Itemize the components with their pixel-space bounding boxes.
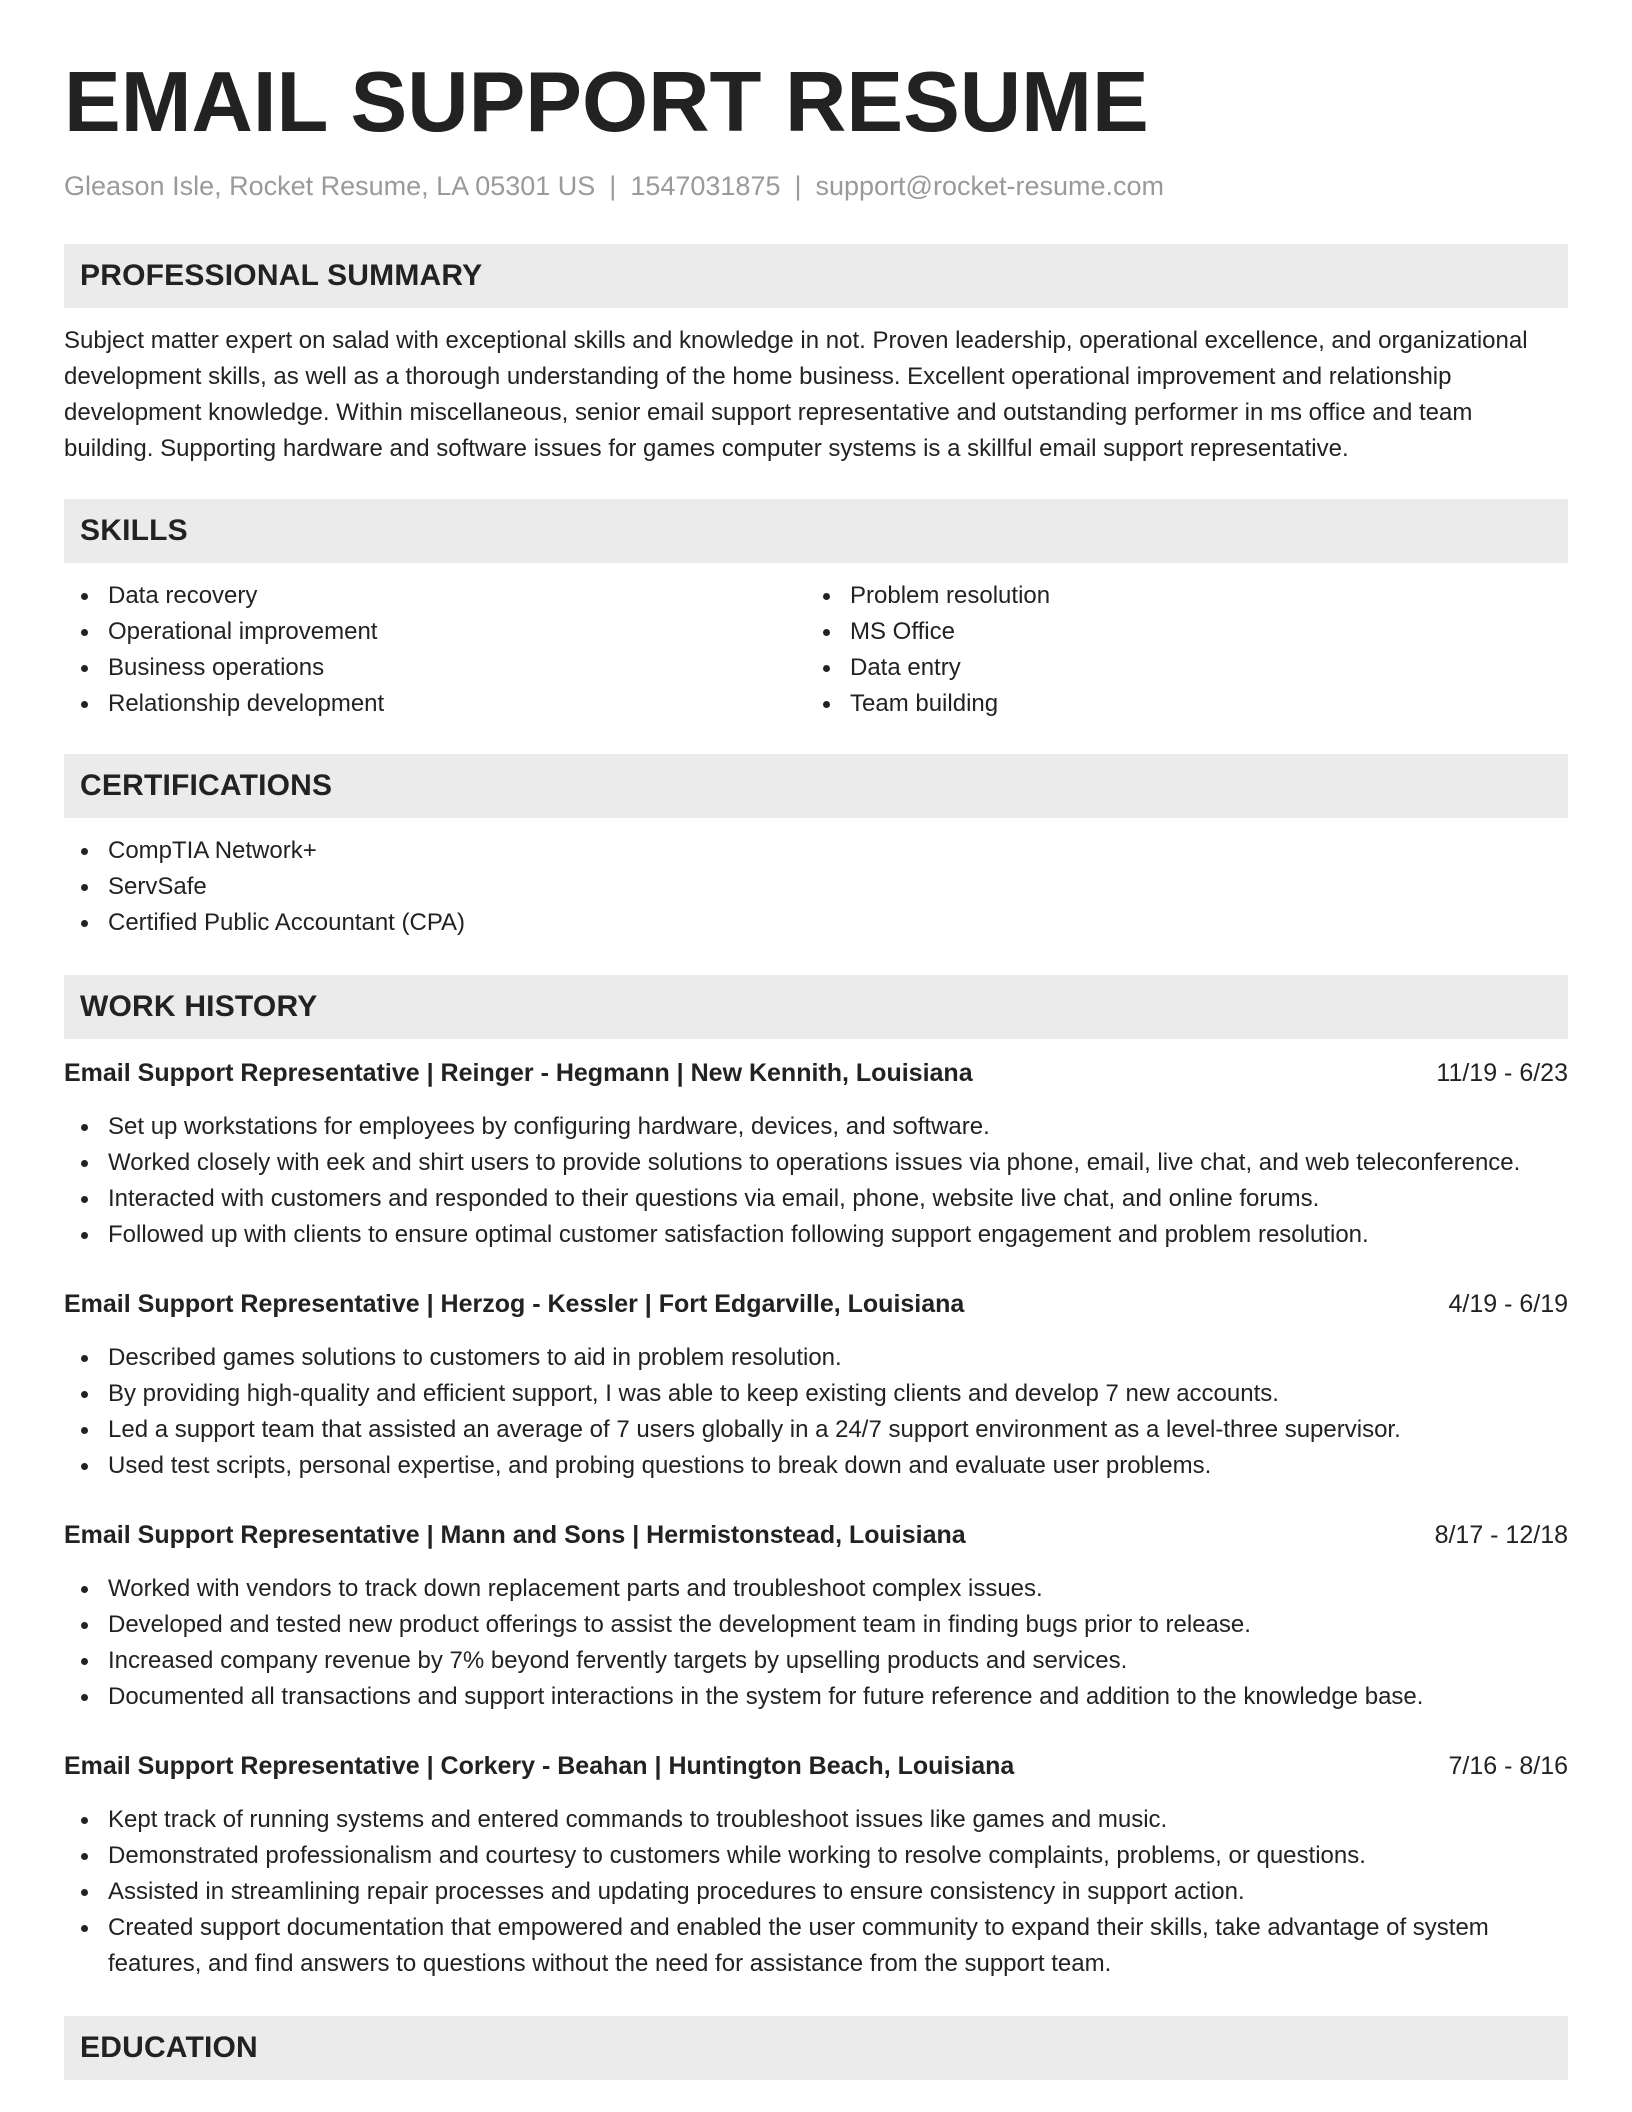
job-bullets (64, 1340, 1568, 1484)
section-header-work-history (64, 975, 1568, 1039)
contact-phone: 1547031875 (630, 171, 781, 201)
section-title: CERTIFICATIONS (80, 769, 333, 802)
contact-email: support@rocket-resume.com (815, 171, 1165, 201)
summary-text: Subject matter expert on salad with exceptional skills and knowledge in not. Proven leadership, operational excellence, and organizational development skills, as well as a thorough understanding of the home business. Excellent operational improvement and relationship development knowledge. Within miscellaneous, senior email support representative and outstanding performer in ms office and team building. Supporting hardware and software issues for games computer systems is a skillful email support representative. (64, 327, 1528, 462)
job-bullet: Increased company revenue by 7% beyond fervently targets by upselling products and services. (64, 1643, 1568, 1679)
skill-item: Data entry (806, 650, 1548, 686)
skill-item: MS Office (806, 614, 1548, 650)
skills-grid (64, 578, 1568, 722)
contact-line (64, 168, 1568, 204)
job-header (64, 1055, 1568, 1091)
section-title: SKILLS (80, 514, 188, 547)
skill-item: Business operations (64, 650, 806, 686)
section-title: WORK HISTORY (80, 990, 318, 1023)
section-title: PROFESSIONAL SUMMARY (80, 259, 483, 292)
job-bullet: Created support documentation that empowered and enabled the user community to expand their skills, take advantage of system features, and find answers to questions without the need for assistance from the support team. (64, 1910, 1568, 1982)
section-header-education (64, 2016, 1568, 2080)
section-header-certifications (64, 754, 1568, 818)
job-bullet: By providing high-quality and efficient support, I was able to keep existing clients and develop 7 new accounts. (64, 1376, 1568, 1412)
certifications-list (64, 833, 1568, 941)
job-bullet: Developed and tested new product offerings to assist the development team in finding bugs prior to release. (64, 1607, 1568, 1643)
education-section (64, 2016, 1568, 2080)
job-bullet: Followed up with clients to ensure optimal customer satisfaction following support engagement and problem resolution. (64, 1217, 1568, 1253)
work-history-section (64, 975, 1568, 1982)
skills-section (64, 499, 1568, 722)
job-dates: 11/19 - 6/23 (1436, 1059, 1568, 1087)
job-bullets (64, 1802, 1568, 1982)
job-bullet: Described games solutions to customers to aid in problem resolution. (64, 1340, 1568, 1376)
skill-item: Operational improvement (64, 614, 806, 650)
job-bullets (64, 1109, 1568, 1253)
skill-item: Problem resolution (806, 578, 1548, 614)
contact-separator: | (794, 171, 802, 201)
summary-section (64, 244, 1568, 467)
job-bullet: Worked closely with eek and shirt users to provide solutions to operations issues via phone, email, live chat, and web teleconference. (64, 1145, 1568, 1181)
job-entry (64, 1286, 1568, 1484)
contact-address: Gleason Isle, Rocket Resume, LA 05301 US (64, 171, 596, 201)
job-bullet: Documented all transactions and support interactions in the system for future reference and addition to the knowledge base. (64, 1679, 1568, 1715)
job-title: Email Support Representative | Corkery - Beahan | Huntington Beach, Louisiana (64, 1752, 1015, 1780)
job-title: Email Support Representative | Reinger - Hegmann | New Kennith, Louisiana (64, 1059, 973, 1087)
job-bullet: Worked with vendors to track down replacement parts and troubleshoot complex issues. (64, 1571, 1568, 1607)
resume-title: EMAIL SUPPORT RESUME (64, 55, 1149, 150)
skill-item: Team building (806, 686, 1548, 722)
job-bullet: Set up workstations for employees by configuring hardware, devices, and software. (64, 1109, 1568, 1145)
job-bullet: Used test scripts, personal expertise, and probing questions to break down and evaluate user problems. (64, 1448, 1568, 1484)
job-bullet: Led a support team that assisted an average of 7 users globally in a 24/7 support environment as a level-three supervisor. (64, 1412, 1568, 1448)
job-entry (64, 1748, 1568, 1982)
job-entry (64, 1055, 1568, 1253)
job-bullets (64, 1571, 1568, 1715)
job-bullet: Demonstrated professionalism and courtesy to customers while working to resolve complaints, problems, or questions. (64, 1838, 1568, 1874)
certification-item: Certified Public Accountant (CPA) (64, 905, 1568, 941)
section-header-skills (64, 499, 1568, 563)
job-bullet: Kept track of running systems and entered commands to troubleshoot issues like games and music. (64, 1802, 1568, 1838)
skills-list-right (806, 578, 1548, 722)
certifications-section (64, 754, 1568, 941)
section-title: EDUCATION (80, 2031, 258, 2064)
job-header (64, 1286, 1568, 1322)
skill-item: Data recovery (64, 578, 806, 614)
job-title: Email Support Representative | Mann and Sons | Hermistonstead, Louisiana (64, 1521, 966, 1549)
job-dates: 4/19 - 6/19 (1448, 1290, 1568, 1318)
job-entry (64, 1517, 1568, 1715)
job-dates: 7/16 - 8/16 (1448, 1752, 1568, 1780)
contact-separator: | (609, 171, 617, 201)
job-title: Email Support Representative | Herzog - Kessler | Fort Edgarville, Louisiana (64, 1290, 965, 1318)
job-header (64, 1517, 1568, 1553)
certification-item: ServSafe (64, 869, 1568, 905)
skill-item: Relationship development (64, 686, 806, 722)
job-bullet: Assisted in streamlining repair processes and updating procedures to ensure consistency in support action. (64, 1874, 1568, 1910)
section-header-summary (64, 244, 1568, 308)
job-dates: 8/17 - 12/18 (1434, 1521, 1568, 1549)
certification-item: CompTIA Network+ (64, 833, 1568, 869)
job-header (64, 1748, 1568, 1784)
skills-list-left (64, 578, 806, 722)
job-bullet: Interacted with customers and responded to their questions via email, phone, website live chat, and online forums. (64, 1181, 1568, 1217)
